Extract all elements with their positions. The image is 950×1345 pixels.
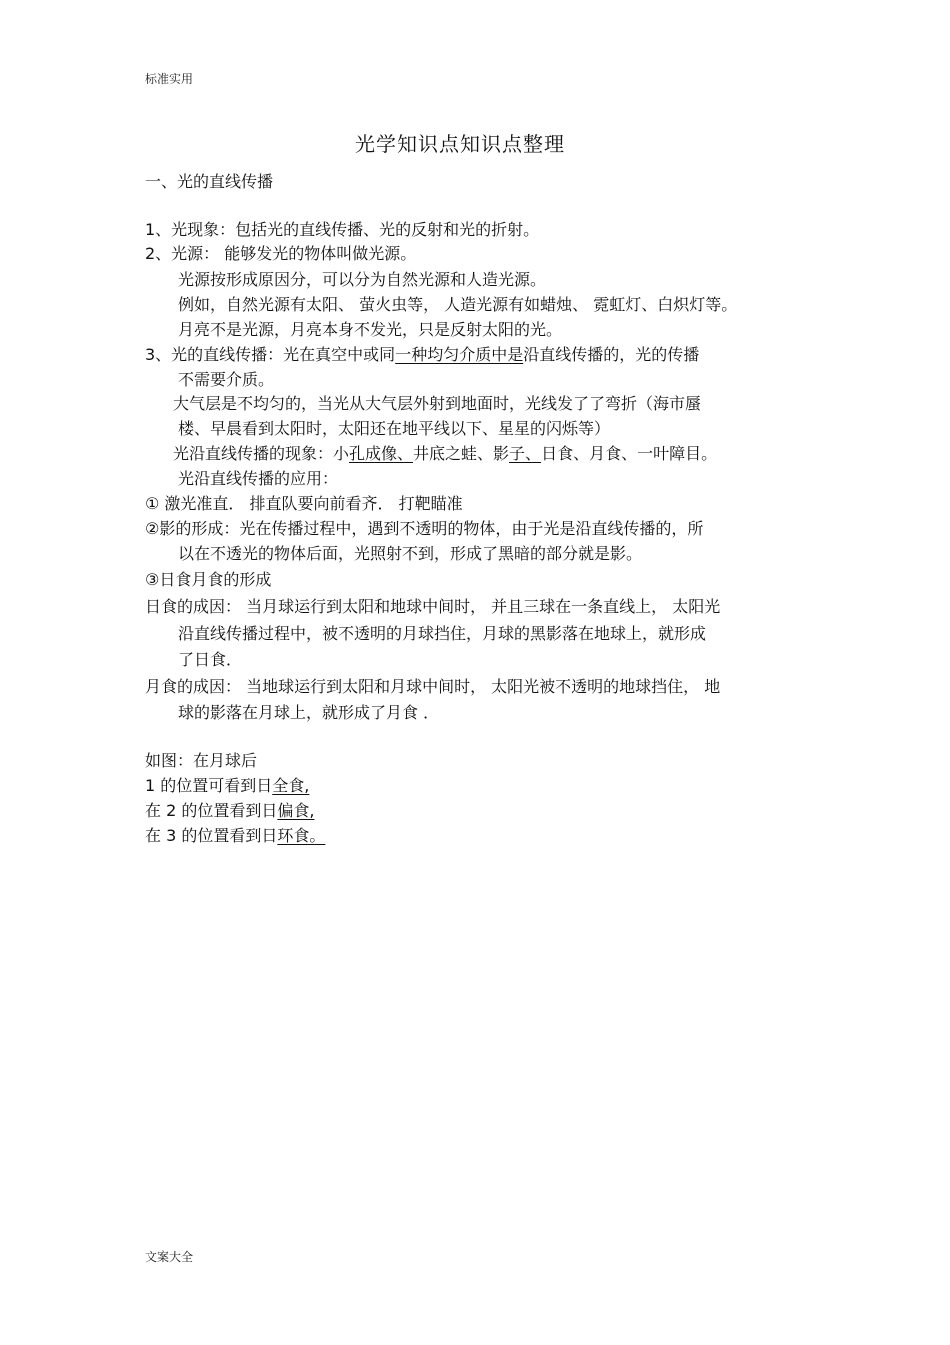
underlined-text: 全食, xyxy=(272,776,310,795)
paragraph-line xyxy=(145,801,314,821)
paragraph-line: 大气层是不均匀的，当光从大气层外射到地面时，光线发了了弯折（海市蜃 xyxy=(173,394,702,413)
paragraph-line xyxy=(145,345,699,365)
paragraph-line: 月亮不是光源，月亮本身不发光，只是反射太阳的光。 xyxy=(178,320,563,339)
paragraph-line xyxy=(145,776,309,796)
text-run: 3、光的直线传播：光在真空中或同 xyxy=(145,345,396,364)
underlined-text: 孔成像、 xyxy=(349,444,414,463)
section-heading: 一、光的直线传播 xyxy=(145,172,274,191)
page-header: 标准实用 xyxy=(145,72,194,86)
text-run: 光沿直线传播的现象：小 xyxy=(173,444,350,463)
paragraph-line: 沿直线传播过程中，被不透明的月球挡住，月球的黑影落在地球上，就形成 xyxy=(178,624,707,643)
text-run: 日食、月食、一叶障目。 xyxy=(541,444,718,463)
paragraph-line: 日食的成因： 当月球运行到太阳和地球中间时， 并且三球在一条直线上， 太阳光 xyxy=(145,597,721,616)
text-run: 在 2 的位置看到日 xyxy=(145,801,278,820)
paragraph-line: 不需要介质。 xyxy=(178,370,275,389)
paragraph-line: ③日食月食的形成 xyxy=(145,570,272,589)
paragraph-line: 2、光源： 能够发光的物体叫做光源。 xyxy=(145,244,417,263)
paragraph-line: 例如，自然光源有太阳、 萤火虫等， 人造光源有如蜡烛、 霓虹灯、白炽灯等。 xyxy=(178,295,738,314)
text-run: 井底之蛙、影 xyxy=(413,444,510,463)
text-run: 1 的位置可看到日 xyxy=(145,776,273,795)
text-run: 沿直线传播的，光的传播 xyxy=(523,345,700,364)
paragraph-line: 如图：在月球后 xyxy=(145,751,258,770)
paragraph-line xyxy=(173,444,717,464)
paragraph-line: 光沿直线传播的应用： xyxy=(178,469,339,488)
text-run: 在 3 的位置看到日 xyxy=(145,826,278,845)
paragraph-line: 了日食． xyxy=(178,650,243,669)
paragraph-line: 球的影落在月球上，就形成了月食 ． xyxy=(178,703,440,722)
underlined-text: 环食。 xyxy=(277,826,326,845)
underlined-text: 一种均匀介质中是 xyxy=(395,345,524,364)
paragraph-line: ②影的形成：光在传播过程中，遇到不透明的物体，由于光是沿直线传播的，所 xyxy=(145,519,704,538)
paragraph-line: 以在不透光的物体后面，光照射不到，形成了黑暗的部分就是影。 xyxy=(178,544,643,563)
page-footer: 文案大全 xyxy=(145,1250,194,1264)
underlined-text: 偏食, xyxy=(277,801,315,820)
paragraph-line: ① 激光准直． 排直队要向前看齐． 打靶瞄准 xyxy=(145,494,463,513)
paragraph-line xyxy=(145,826,325,846)
paragraph-line: 月食的成因： 当地球运行到太阳和月球中间时， 太阳光被不透明的地球挡住， 地 xyxy=(145,677,721,696)
underlined-text: 子、 xyxy=(509,444,542,463)
document-title: 光学知识点知识点整理 xyxy=(355,132,565,156)
paragraph-line: 光源按形成原因分，可以分为自然光源和人造光源。 xyxy=(178,270,547,289)
paragraph-line: 楼、早晨看到太阳时，太阳还在地平线以下、星星的闪烁等） xyxy=(178,419,611,438)
paragraph-line: 1、光现象：包括光的直线传播、光的反射和光的折射。 xyxy=(145,220,540,239)
